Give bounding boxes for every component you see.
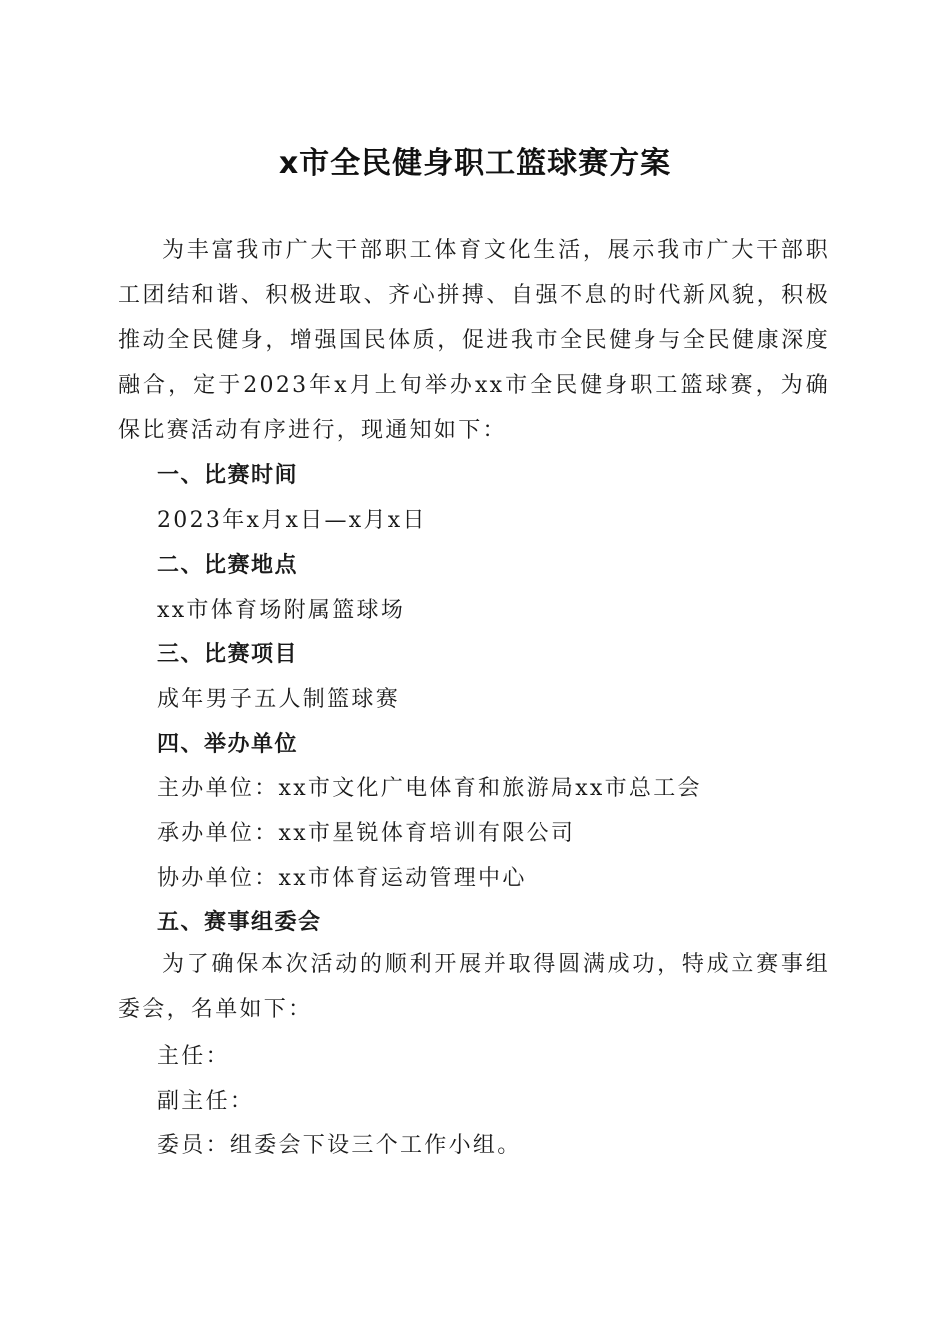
- section-content-venue: xx市体育场附属篮球场: [157, 598, 406, 623]
- organizer-co-organizer: 协办单位：xx市体育运动管理中心: [157, 866, 527, 891]
- section-heading-committee: 五、赛事组委会: [157, 910, 322, 935]
- committee-deputy-director: 副主任：: [157, 1089, 255, 1114]
- committee-members: 委员：组委会下设三个工作小组。: [157, 1133, 522, 1158]
- organizer-undertaker: 承办单位：xx市星锐体育培训有限公司: [157, 821, 576, 846]
- committee-paragraph: 为了确保本次活动的顺利开展并取得圆满成功，特成立赛事组委会，名单如下：: [118, 952, 830, 1022]
- committee-director: 主任：: [157, 1044, 230, 1069]
- organizer-host: 主办单位：xx市文化广电体育和旅游局xx市总工会: [157, 776, 702, 801]
- section-heading-venue: 二、比赛地点: [157, 553, 299, 578]
- section-heading-time: 一、比赛时间: [157, 463, 299, 488]
- section-heading-event: 三、比赛项目: [157, 642, 299, 667]
- section-content-event: 成年男子五人制篮球赛: [157, 687, 401, 712]
- section-heading-organizers: 四、举办单位: [157, 732, 299, 757]
- intro-paragraph: 为丰富我市广大干部职工体育文化生活，展示我市广大干部职工团结和谐、积极进取、齐心拼搏、自强不息的时代新风貌，积极推动全民健身，增强国民体质，促进我市全民健身与全民健康深度融合，定于2023年x月上旬举办xx市全民健身职工篮球赛，为确保比赛活动有序进行，现通知如下：: [118, 238, 830, 443]
- document-title: x市全民健身职工篮球赛方案: [278, 146, 672, 181]
- section-content-time: 2023年x月x日—x月x日: [157, 508, 427, 533]
